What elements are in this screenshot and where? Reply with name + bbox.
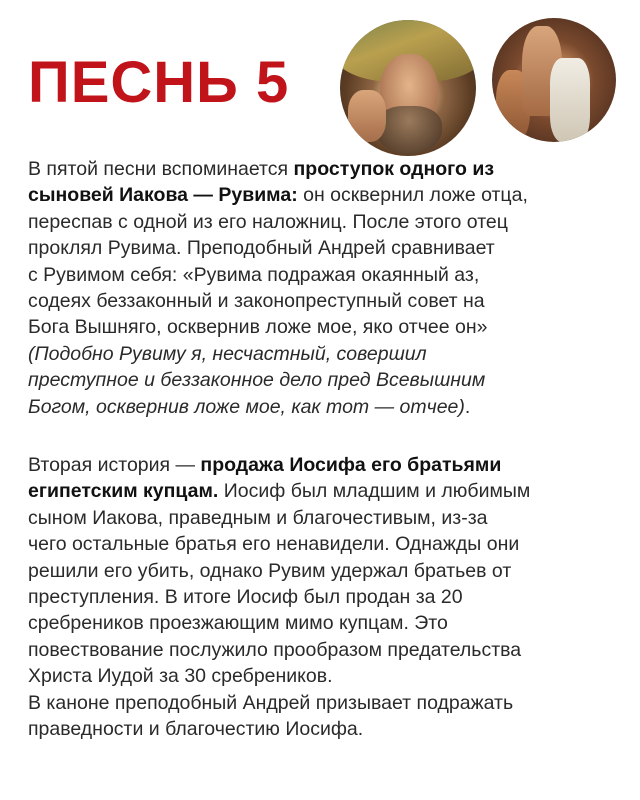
text-line: содеях беззаконный и законопреступный совет на (28, 290, 485, 313)
italic-text: Богом, осквернив ложе мое, как тот — отчее) (28, 395, 465, 418)
text-span: Иосиф был младшим и любимым (218, 480, 531, 503)
text-line: Христа Иудой за 30 сребреников. (28, 665, 333, 688)
group-painting-image (492, 18, 616, 142)
text-line: переспав с одной из его наложниц. После этого отец (28, 210, 508, 233)
text-line: чего остальные братья его ненавидели. Однажды они (28, 533, 520, 556)
painting-figure-shape (550, 58, 590, 142)
paragraph-joseph (28, 452, 618, 742)
text-line: решили его убить, однако Рувим удержал братьев от (28, 559, 512, 582)
bold-text: египетским купцам. (28, 480, 219, 503)
text-line: Бога Вышняго, осквернив ложе мое, яко отчее он» (28, 316, 488, 339)
text-span: он осквернил ложе отца, (297, 184, 528, 207)
text-line (28, 394, 618, 420)
text-line (28, 182, 618, 208)
text-line: проклял Рувима. Преподобный Андрей сравнивает (28, 237, 495, 260)
text-line (28, 478, 618, 504)
text-line: В каноне преподобный Андрей призывает подражать (28, 691, 514, 714)
paragraph-reuben (28, 156, 618, 420)
text-line: с Рувимом себя: «Рувима подражая окаянный аз, (28, 263, 480, 286)
page-title: ПЕСНЬ 5 (28, 50, 290, 115)
text-span: В пятой песни вспоминается (28, 158, 294, 180)
text-line: сыном Иакова, праведным и благочестивым, из-за (28, 506, 488, 529)
bold-text: сыновей Иакова — Рувима: (28, 184, 298, 207)
text-span: . (464, 395, 471, 418)
text-line (28, 452, 618, 478)
text-line (28, 156, 618, 182)
text-line: праведности и благочестию Иосифа. (28, 718, 364, 741)
painting-hand-shape (348, 90, 386, 142)
italic-text: преступное и беззаконное дело пред Всевышним (28, 369, 486, 392)
text-line: повествование послужило прообразом предательства (28, 638, 522, 661)
portrait-painting-image (340, 20, 476, 156)
text-line (28, 341, 618, 367)
text-line (28, 367, 618, 393)
bold-text: продажа Иосифа его братьями (200, 454, 502, 476)
italic-text: (Подобно Рувиму я, несчастный, совершил (28, 342, 427, 365)
text-line: преступления. В итоге Иосиф был продан за 20 (28, 586, 463, 609)
text-span: Вторая история — (28, 454, 201, 476)
text-line: сребреников проезжающим мимо купцам. Это (28, 612, 448, 635)
bold-text: проступок одного из (293, 158, 495, 180)
